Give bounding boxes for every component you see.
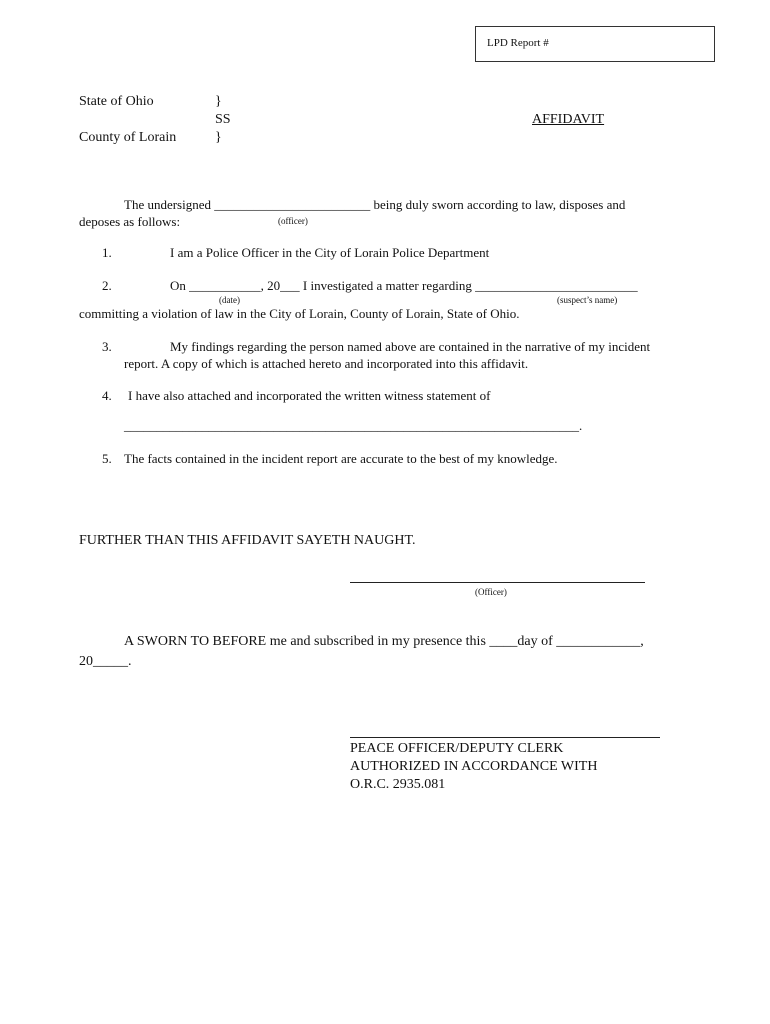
intro-line-2: deposes as follows: [79, 214, 181, 229]
report-number-label: LPD Report # [487, 37, 549, 49]
item-2-continuation: committing a violation of law in the City of Lorain, County of Lorain, State of Ohio. [79, 306, 520, 321]
suspect-caption: (suspect’s name) [557, 295, 618, 305]
item-3-text-line-2: report. A copy of which is attached hereto and incorporated into this affidavit. [124, 356, 529, 371]
sworn-statement-line-1: A SWORN TO BEFORE me and subscribed in my presence this ____day of ____________, [124, 634, 644, 649]
item-1-text: I am a Police Officer in the City of Lorain Police Department [170, 245, 490, 260]
item-4-text: I have also attached and incorporated the written witness statement of [128, 388, 491, 403]
ss-label: SS [215, 112, 231, 127]
officer-signature-caption: (Officer) [475, 587, 507, 597]
item-2-number: 2. [102, 278, 112, 293]
state-label: State of Ohio [79, 94, 154, 109]
item-3-text-line-1: My findings regarding the person named above are contained in the narrative of my incident [170, 339, 651, 354]
clerk-signature-line[interactable] [350, 737, 660, 738]
item-4-number: 4. [102, 388, 112, 403]
county-label: County of Lorain [79, 130, 177, 145]
officer-caption: (officer) [278, 216, 308, 226]
intro-line-1: The undersigned ________________________ being duly sworn according to law, disposes and [124, 197, 626, 212]
document-title: AFFIDAVIT [532, 112, 605, 127]
item-5-number: 5. [102, 451, 112, 466]
caption-brace-top: } [215, 94, 222, 109]
item-3-number: 3. [102, 339, 112, 354]
sworn-statement-line-2: 20_____. [79, 654, 132, 669]
report-number-box[interactable] [475, 26, 715, 62]
item-5-text: The facts contained in the incident report are accurate to the best of my knowledge. [124, 451, 558, 466]
clerk-title-line-2: AUTHORIZED IN ACCORDANCE WITH [350, 759, 598, 774]
caption-brace-bottom: } [215, 130, 222, 145]
further-statement: FURTHER THAN THIS AFFIDAVIT SAYETH NAUGHT. [79, 533, 416, 548]
item-1-number: 1. [102, 245, 112, 260]
officer-signature-line[interactable] [350, 582, 645, 583]
clerk-title-line-3: O.R.C. 2935.081 [350, 777, 446, 792]
item-2-text: On ___________, 20___ I investigated a matter regarding _________________________ [170, 278, 638, 293]
witness-statement-line[interactable]: ______________________________________________________________________. [124, 418, 583, 433]
clerk-title-line-1: PEACE OFFICER/DEPUTY CLERK [350, 741, 564, 756]
date-caption: (date) [219, 295, 240, 305]
